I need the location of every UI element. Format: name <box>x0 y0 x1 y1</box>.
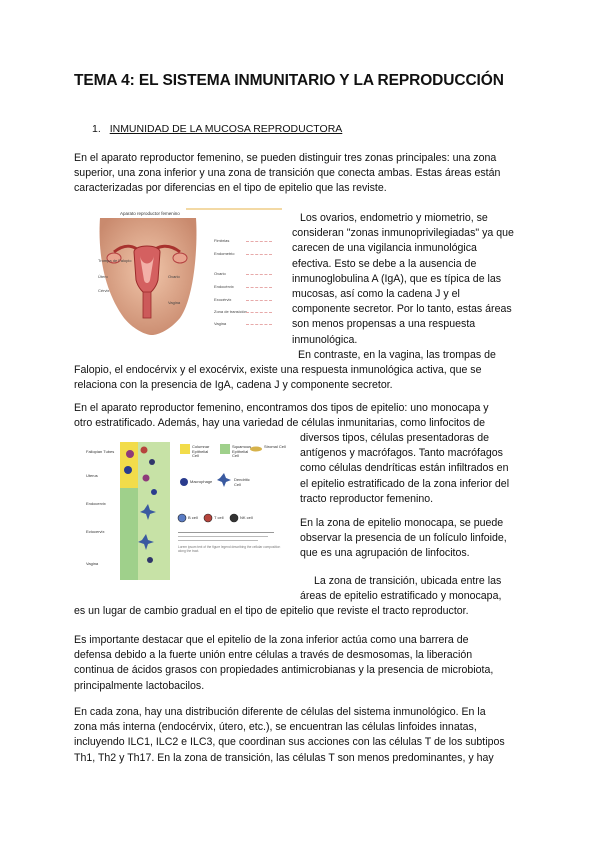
tract-label: Vagina <box>86 561 99 566</box>
legend-dendritic: Dendritic Cell <box>234 477 250 487</box>
paragraph-1 <box>74 151 526 197</box>
text-line: diversos tipos, células presentadoras de <box>300 432 490 444</box>
zone-label: Endometrio <box>214 251 235 256</box>
text-line: continua de ácidos grasos con propiedades antimicrobianas y la presencia de microbiota, <box>74 664 494 677</box>
text-line: Los ovarios, endometrio y miometrio, se <box>300 212 488 224</box>
text-line: áreas de epitelio estratificado y monocapa, <box>300 590 502 603</box>
text-line: Es importante destacar que el epitelio de la zona inferior actúa como una barrera de <box>74 634 469 646</box>
zone-label: Fimbrias <box>214 238 230 243</box>
paragraph-6 <box>300 574 526 604</box>
text-line: tracto reproductor femenino. <box>300 492 434 505</box>
legend-nkcell: NK cell <box>240 515 253 520</box>
text-line: es un lugar de cambio gradual en el tipo de epitelio que reviste el tracto reproductor. <box>74 605 469 617</box>
legend-macrophage: Macrophage <box>190 479 213 484</box>
text-line: carecen de una vigilancia inmunológica <box>292 242 477 255</box>
text-line: mucosas, así como la cadena J y el <box>292 288 460 301</box>
paragraph-6-end <box>74 604 526 619</box>
paragraph-3 <box>74 363 526 393</box>
zone-label: Zona de transición <box>214 309 247 314</box>
legend-squamous: Squamous Epithelial Cell <box>232 444 252 459</box>
text-line: el epitelio estratificado de la zona inferior del <box>300 477 510 490</box>
anatomy-label: Cérvix <box>98 288 110 293</box>
text-line: observar la presencia de un folículo linfoide, <box>300 532 507 545</box>
section-heading <box>92 123 342 135</box>
text-line: En el aparato reproductor femenino, se pueden distinguir tres zonas principales: una zona <box>74 152 497 164</box>
text-line: consideran "zonas inmunoprivilegiadas" ya que <box>292 227 514 240</box>
text-line: otro estratificado. Además, hay una variedad de células inmunitarias, como linfocitos de <box>74 417 486 430</box>
text-line: En la zona de epitelio monocapa, se puede <box>300 517 504 529</box>
text-line: En el aparato reproductor femenino, encontramos dos tipos de epitelio: uno monocapa y <box>74 402 489 414</box>
paragraph-5 <box>300 516 526 562</box>
figure-footnote: Lorem ipsum text of the figure legend describing the cellular composition along the tract. <box>178 545 281 553</box>
tract-label: Fallopian Tubes <box>86 449 115 454</box>
text-line: como células dendríticas están infiltrados en <box>300 462 509 475</box>
leader-line <box>246 287 272 288</box>
leader-line <box>246 324 272 325</box>
text-line: En contraste, en la vagina, las trompas de <box>298 349 496 361</box>
paragraph-8 <box>74 705 526 766</box>
text-line: antígenos y macrófagos. Tanto macrófagos <box>300 447 503 460</box>
legend-columnar: Columnar Epithelial Cell <box>192 444 210 459</box>
figure-epithelium-cells <box>84 440 294 584</box>
text-line: componente secretor. Por lo tanto, estas áreas <box>292 303 512 316</box>
text-line: superior, una zona inferior y una zona de transición que conecta ambas. Estas áreas están <box>74 167 501 180</box>
legend-bcell: B cell <box>188 515 198 520</box>
anatomy-label: Útero <box>98 274 108 279</box>
leader-line <box>246 254 272 255</box>
leader-line <box>246 300 272 301</box>
text-line: En cada zona, hay una distribución diferente de células del sistema inmunológico. En la <box>74 706 486 718</box>
anatomy-label: Ovario <box>168 274 180 279</box>
text-line: efectiva. Esto se debe a la ausencia de <box>292 257 477 270</box>
figure-reproductive-anatomy <box>94 208 282 336</box>
text-line: relaciona con la presencia de IgA, cadena J y componente secretor. <box>74 379 393 392</box>
paragraph-3-start <box>298 348 526 363</box>
text-line: inmunológica. <box>292 333 358 346</box>
zone-label: Vagina <box>214 321 227 326</box>
paragraph-4 <box>74 401 526 431</box>
text-line: defensa debido a la fuerte unión entre células a través de desmosomas, la liberación <box>74 649 473 662</box>
text-line: Falopio, el endocérvix y el exocérvix, existe una respuesta inmunológica activa, que se <box>74 364 482 376</box>
paragraph-7 <box>74 633 526 694</box>
legend-tcell: T cell <box>214 515 224 520</box>
paragraph-2 <box>292 211 526 348</box>
section-heading-text: INMUNIDAD DE LA MUCOSA REPRODUCTORA <box>109 123 343 135</box>
legend-stromal: Stromal Cell <box>264 444 286 449</box>
figure-caption: Aparato reproductor femenino <box>120 211 180 216</box>
text-line: que es una agrupación de linfocitos. <box>300 547 470 560</box>
epithelium-illustration <box>84 440 294 584</box>
tract-label: Ectocervix <box>86 529 105 534</box>
text-line: inmunoglobulina A (IgA), que es típica de las <box>292 272 502 285</box>
text-line: incluyendo ILC1, ILC2 e ILC3, que coordinan sus acciones con las células T de los subtipos <box>74 736 505 749</box>
text-line: zona más interna (endocérvix, útero, etc.), se encuentran las células linfoides innatas, <box>74 721 477 734</box>
zone-label: Exocérvix <box>214 297 232 302</box>
zone-label: Endocérvix <box>214 284 234 289</box>
zone-label: Ovario <box>214 271 226 276</box>
tract-label: Uterus <box>86 473 98 478</box>
text-line: son menos propensas a una respuesta <box>292 318 476 331</box>
tract-label: Endocervix <box>86 501 106 506</box>
anatomy-label: Vagina <box>168 300 181 305</box>
text-line: Th1, Th2 y Th17. En la zona de transición, las células T son menos predominantes, y hay <box>74 751 494 764</box>
leader-line <box>246 241 272 242</box>
anatomy-label: Trompa de Falopio <box>98 258 132 263</box>
text-line: caracterizadas por diferencias en el tipo de epitelio que las reviste. <box>74 182 387 195</box>
text-line: principalmente lactobacilos. <box>74 679 205 692</box>
section-number: 1. <box>92 123 101 135</box>
text-line: La zona de transición, ubicada entre las <box>314 575 502 587</box>
leader-line <box>246 274 272 275</box>
anatomy-illustration <box>94 208 282 336</box>
page-title: TEMA 4: EL SISTEMA INMUNITARIO Y LA REPRODUCCIÓN <box>74 72 504 89</box>
paragraph-4-side <box>300 431 526 507</box>
leader-line <box>246 312 272 313</box>
